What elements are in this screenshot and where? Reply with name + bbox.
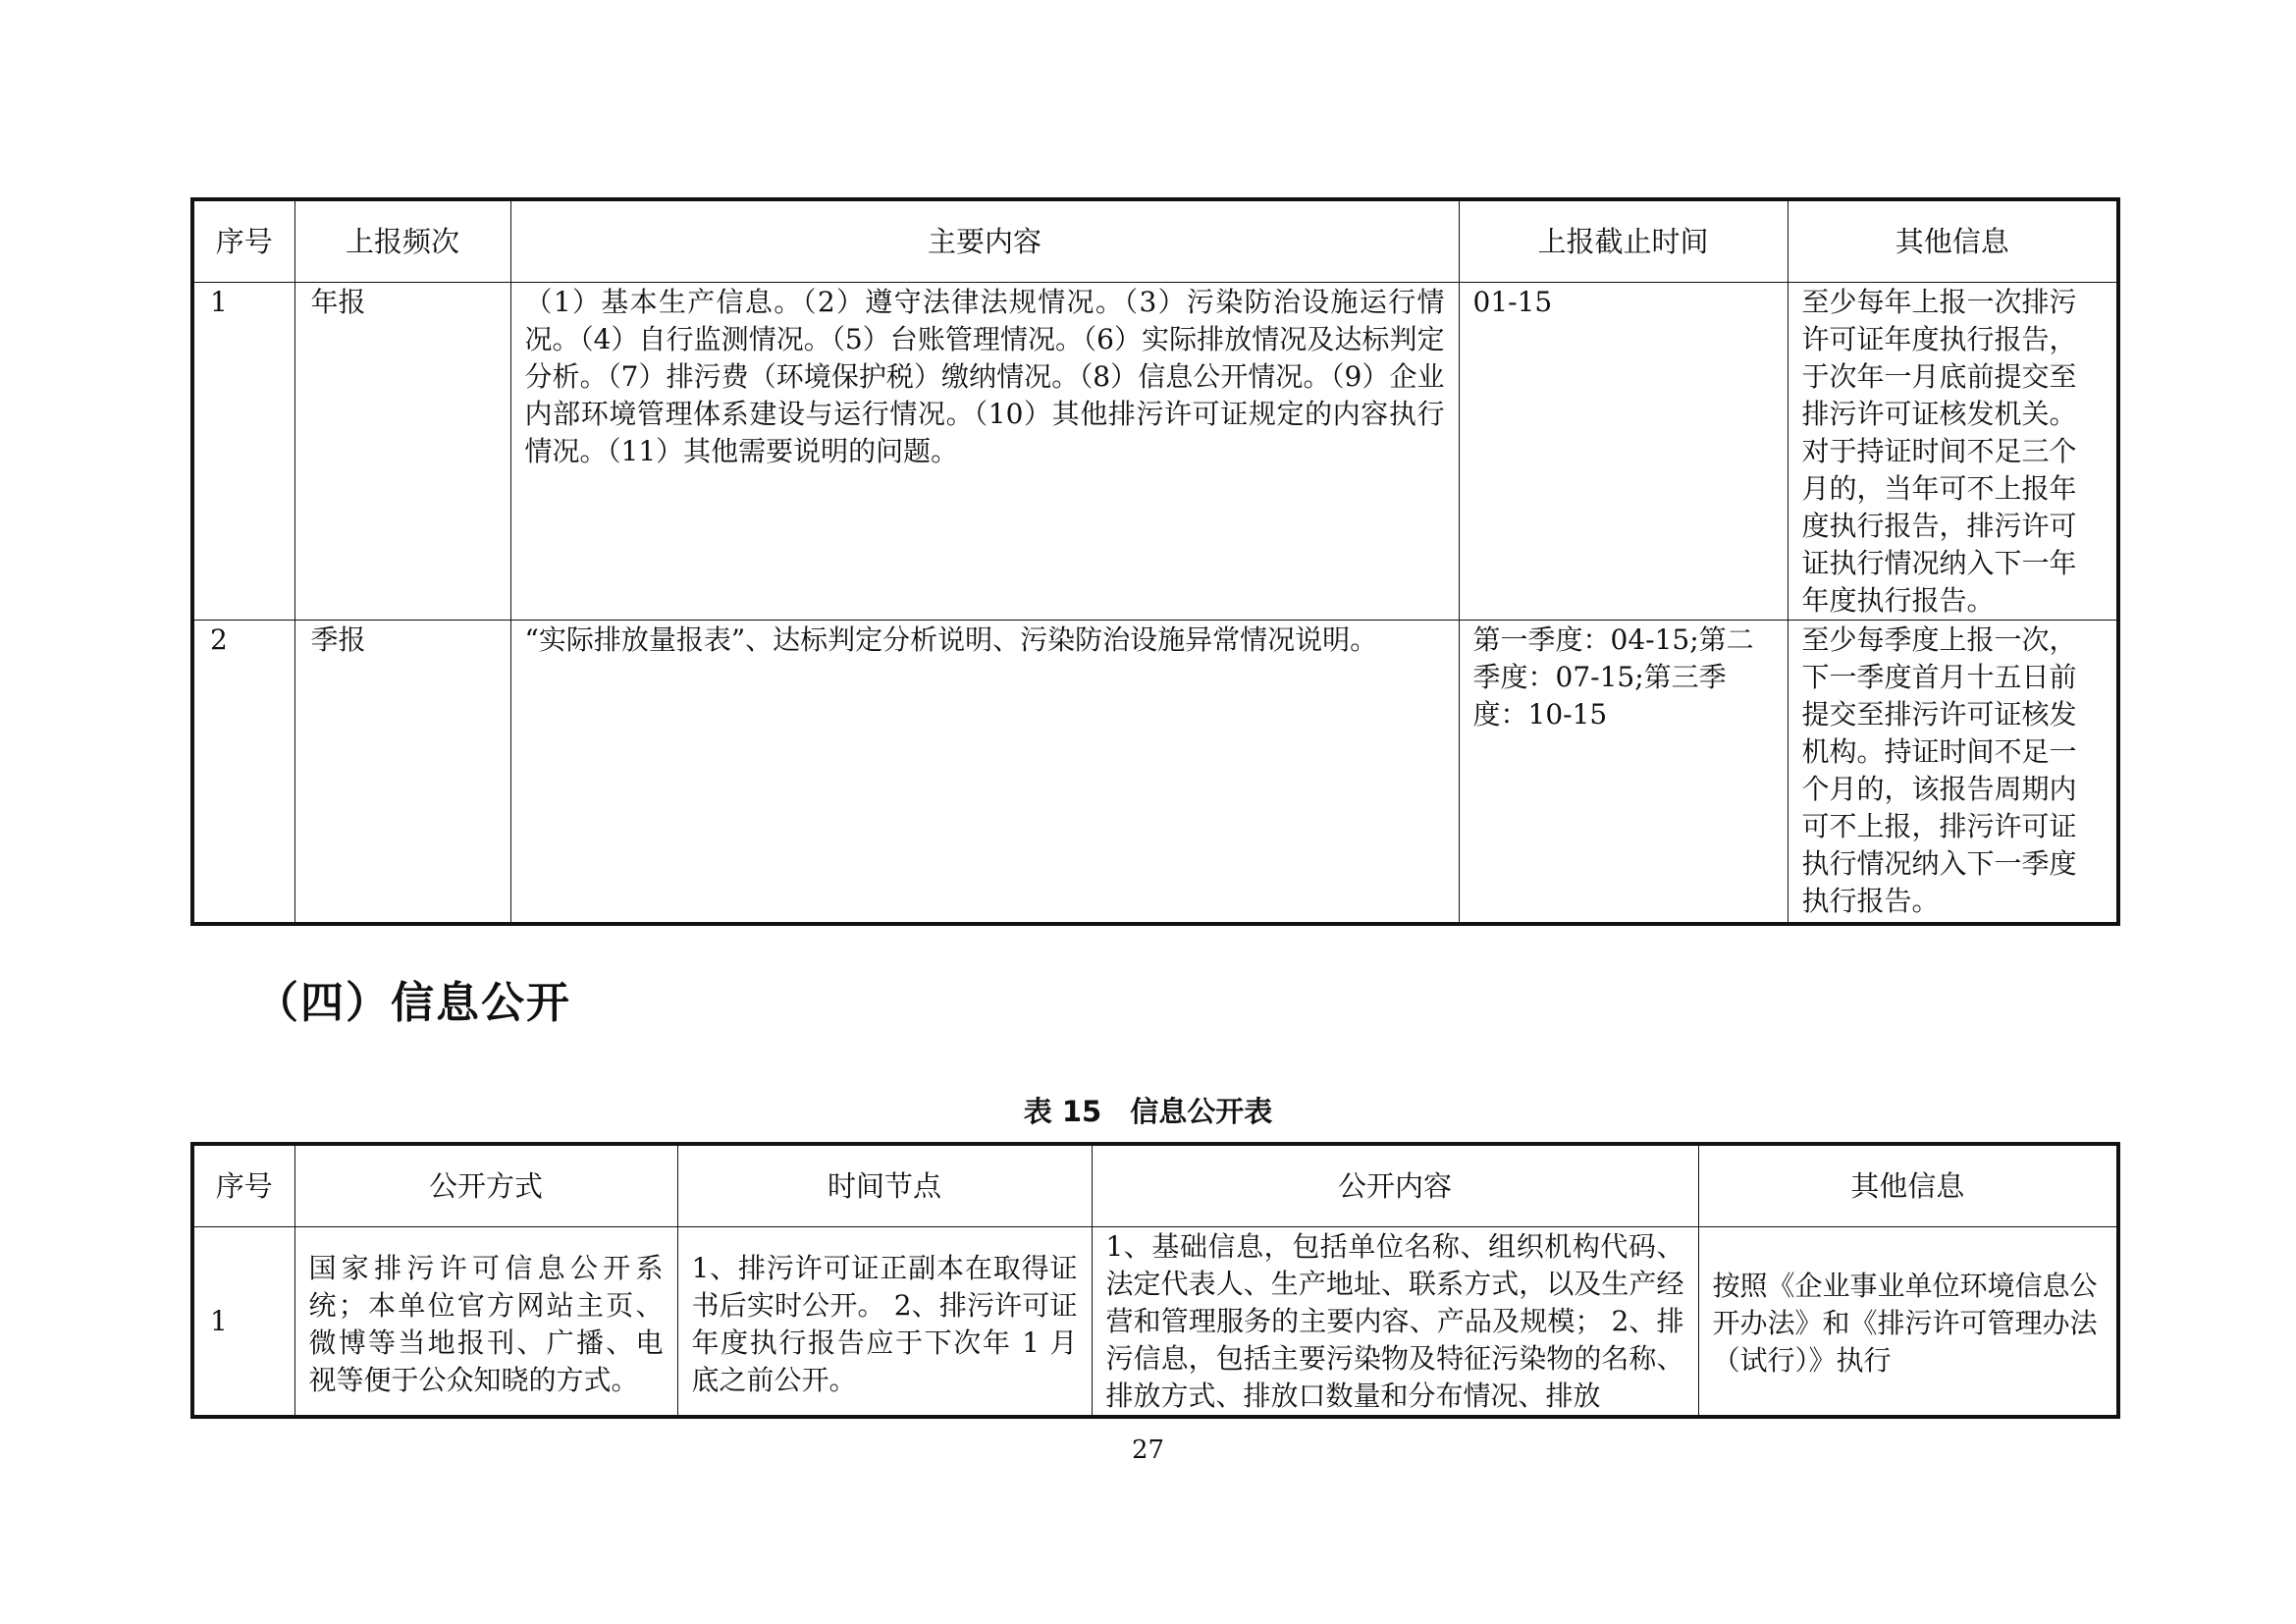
header-time: 时间节点 — [677, 1144, 1092, 1227]
page-number: 27 — [1131, 1435, 1165, 1465]
row-deadline: 第一季度：04-15;第二季度：07-15;第三季度：10-15 — [1459, 621, 1788, 925]
table-header-row — [192, 1144, 2118, 1227]
row-method-text: 国家排污许可信息公开系统；本单位官方网站主页、微博等当地报刊、广播、电视等便于公众知晓的方式。 — [308, 1252, 664, 1396]
row-method — [294, 1227, 677, 1418]
row-other: 至少每季度上报一次，下一季度首月十五日前提交至排污许可证核发机构。持证时间不足一个月的，该报告周期内可不上报，排污许可证执行情况纳入下一季度执行报告。 — [1788, 621, 2118, 925]
header-other: 其他信息 — [1788, 199, 2118, 283]
row-frequency: 年报 — [294, 283, 510, 621]
header-no: 序号 — [192, 1144, 294, 1227]
row-frequency: 季报 — [294, 621, 510, 925]
header-other: 其他信息 — [1698, 1144, 2118, 1227]
row-deadline: 01-15 — [1459, 283, 1788, 621]
table-row — [192, 1227, 2118, 1418]
table-row — [192, 283, 2118, 621]
row-no — [192, 1227, 294, 1418]
row-other-text: 按照《企业事业单位环境信息公开办法》和《排污许可管理办法（试行）》执行 — [1712, 1270, 2098, 1377]
row-content — [1092, 1227, 1698, 1418]
row-other: 至少每年上报一次排污许可证年度执行报告，于次年一月底前提交至排污许可证核发机关。对于持证时间不足三个月的，当年可不上报年度执行报告，排污许可证执行情况纳入下一年年度执行报告。 — [1788, 283, 2118, 621]
header-content: 公开内容 — [1092, 1144, 1698, 1227]
row-time — [677, 1227, 1092, 1418]
table-header-row — [192, 199, 2118, 283]
row-content: （1）基本生产信息。（2）遵守法律法规情况。（3）污染防治设施运行情况。（4）自行监测情况。（5）台账管理情况。（6）实际排放情况及达标判定分析。（7）排污费（环境保护税）缴纳情况。（8）信息公开情况。（9）企业内部环境管理体系建设与运行情况。（10）其他排污许可证规定的内容执行情况。（11）其他需要说明的问题。 — [510, 283, 1459, 621]
table-caption: 表 15 信息公开表 — [1023, 1095, 1273, 1128]
header-content: 主要内容 — [510, 199, 1459, 283]
row-other — [1698, 1227, 2118, 1418]
row-content-text: 1、基础信息，包括单位名称、组织机构代码、法定代表人、生产地址、联系方式，以及生产经营和管理服务的主要内容、产品及规模； 2、排污信息，包括主要污染物及特征污染物的名称、排放方式、排放口数量和分布情况、排放 — [1105, 1230, 1684, 1412]
row-no: 2 — [192, 621, 294, 925]
header-frequency: 上报频次 — [294, 199, 510, 283]
table-row — [192, 621, 2118, 925]
row-time-text: 1、排污许可证正副本在取得证书后实时公开。 2、排污许可证年度执行报告应于下次年 1 月底之前公开。 — [691, 1252, 1078, 1396]
row-no: 1 — [192, 283, 294, 621]
header-no: 序号 — [192, 199, 294, 283]
report-frequency-table — [190, 197, 2120, 926]
section-heading: （四）信息公开 — [255, 978, 571, 1028]
info-disclosure-table — [190, 1142, 2120, 1419]
header-deadline: 上报截止时间 — [1459, 199, 1788, 283]
row-no-text: 1 — [210, 1305, 228, 1337]
header-method: 公开方式 — [294, 1144, 677, 1227]
row-content: “实际排放量报表”、达标判定分析说明、污染防治设施异常情况说明。 — [510, 621, 1459, 925]
